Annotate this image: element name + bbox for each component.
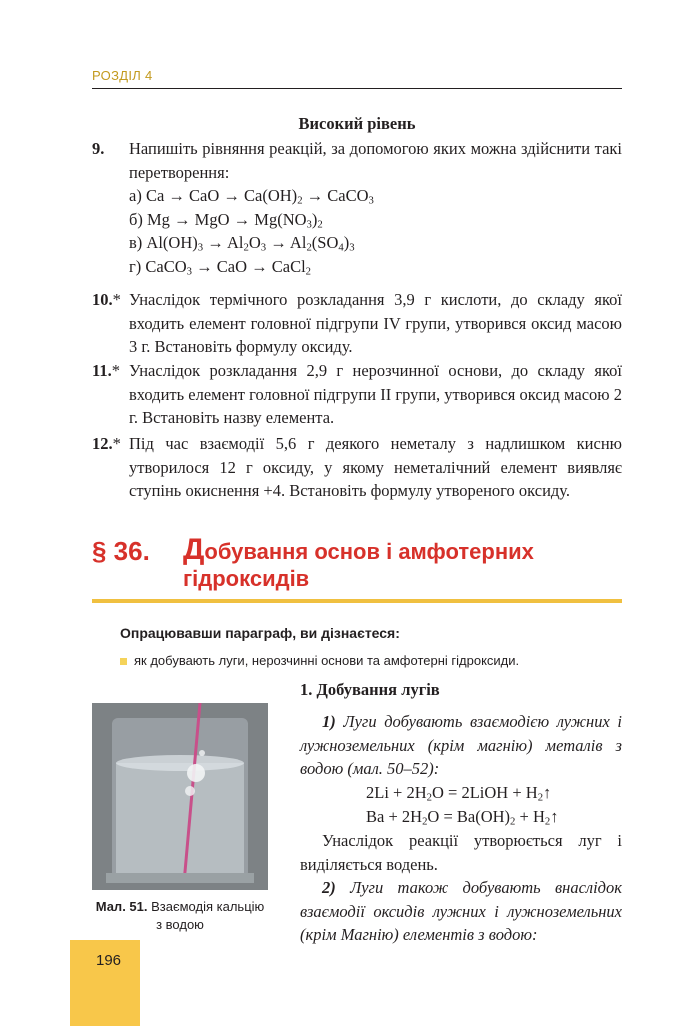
task-12	[92, 432, 622, 503]
paragraph-2: Унаслідок реакції утворюється луг і виділяється водень.	[300, 831, 622, 874]
equation-b: б) Mg → MgO → $Mg(NO_3)_2$	[129, 209, 323, 231]
task-10	[92, 288, 622, 359]
task-number: 10.*	[92, 290, 121, 309]
figure-caption: Мал. 51. Взаємодія кальцію з водою	[95, 899, 265, 932]
task-text: Унаслідок розкладання 2,9 г нерозчинної основи, до складу якої входить елемент головної підгрупи II групи, утворився оксид масою 2 г. Встановіть назву елемента.	[129, 361, 622, 427]
task-number: 9.	[92, 139, 105, 158]
subsection-title: 1. Добування лугів	[300, 680, 440, 699]
task-11	[92, 359, 622, 430]
chapter-label: РОЗДІЛ 4	[92, 68, 153, 83]
task-text: Унаслідок термічного розкладання 3,9 г кислоти, до складу якої входить елемент головної підгрупи IV групи, утворився оксид масою 3 г. Встановіть формулу оксиду.	[129, 290, 622, 356]
header-divider	[92, 88, 622, 89]
equation-ba: $Ba + 2H_2O = Ba(OH)_2$ + $H_2↑$	[366, 806, 559, 828]
glass-of-water-image	[92, 703, 268, 890]
learn-heading: Опрацювавши параграф, ви дізнаєтеся:	[120, 625, 400, 641]
task-number: 12.*	[92, 434, 121, 453]
equation-c: в) $Al(OH)_3 \to Al_2O_3 \to Al_2(SO_4)_3$	[129, 233, 355, 254]
level-title: Високий рівень	[298, 114, 416, 133]
task-text: Під час взаємодії 5,6 г деякого неметалу з надлишком кисню утворилося 12 г оксиду, у якому неметалічний елемент виявляє ступінь окиснення +4. Встановіть формулу утвореного оксиду.	[129, 434, 622, 500]
equation-a: а) Ca → CaO → $Ca(OH)_2$ → CaCO$_3$	[129, 186, 374, 207]
section-number: § 36.	[92, 536, 150, 566]
task-9	[92, 137, 622, 278]
learn-item: як добувають луги, нерозчинні основи та амфотерні гідроксиди.	[134, 653, 520, 668]
figure-photo	[92, 703, 268, 890]
section-divider	[92, 599, 622, 603]
task-number: 11.*	[92, 361, 120, 380]
equation-li: $2Li + 2H_2O$ = 2LiOH + $H_2↑$	[366, 783, 552, 804]
reaction-equations	[300, 781, 622, 828]
equation-d: г) CaCO$_3$ → CaO → CaCl$_2$	[129, 256, 312, 278]
bullet-icon	[120, 658, 127, 665]
paragraph-1: 1) Луги добувають взаємодією лужних і лужноземельних (крім магнію) металів з водою (мал. 50–52):	[300, 712, 622, 778]
task-text: Напишіть рівняння реакцій, за допомогою яких можна здійснити такі перетворення:	[129, 139, 622, 182]
page-number: 196	[96, 952, 122, 969]
paragraph-3: 2) Луги також добувають внаслідок взаємодії оксидів лужних і лужноземельних (крім Магнію) елементів з водою:	[300, 878, 622, 944]
section-title: Добування основ і амфотерних гідроксидів	[183, 533, 534, 591]
